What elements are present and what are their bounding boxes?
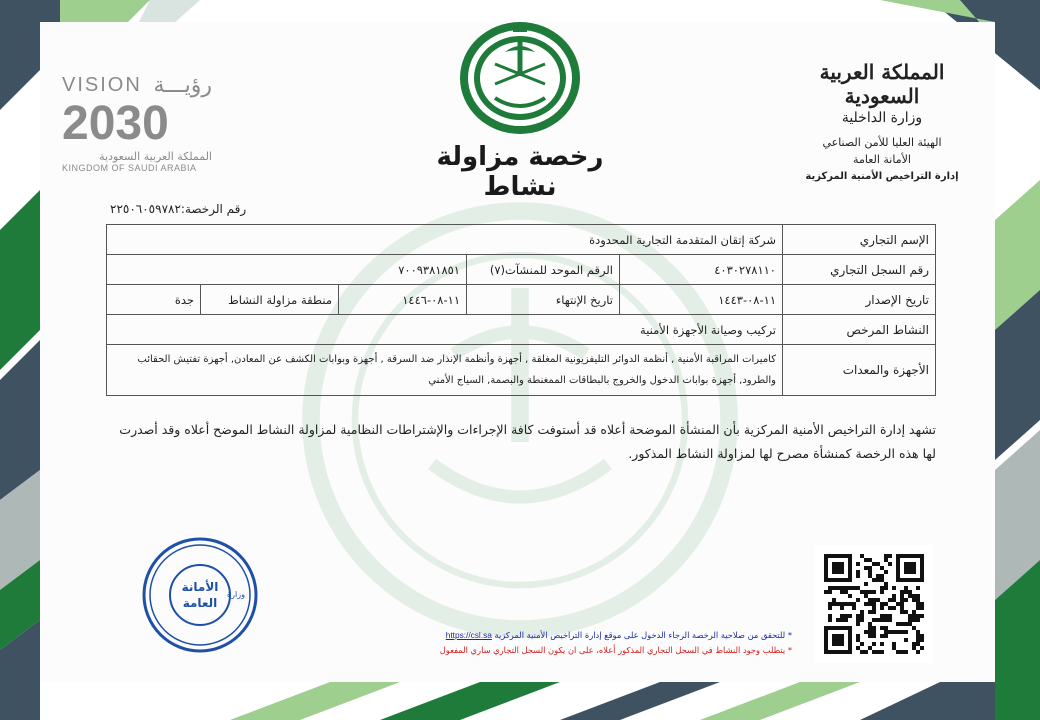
authority-name: الهيئة العليا للأمن الصناعي — [822, 136, 942, 149]
secretariat-name: الأمانة العامة — [853, 153, 911, 166]
seal-center-line1: الأمانة — [181, 580, 219, 594]
department-name: إدارة التراخيص الأمنية المركزية — [805, 171, 959, 182]
equipment-value: كاميرات المراقبة الأمنية , أنظمة الدوائر التليفزيونية المغلقة , أجهزة وأنظمة الإنذار ضد السرقة , أجهزة وبوابات الكشف عن المعادن, أجهزة تفتيش الحقائب والطرود, أجهزة بوابات الدخول والخروج بالبطاقات الممغنطة والبصمة, السياج الأمني — [107, 345, 783, 396]
expiry-date-label: تاريخ الإنتهاء — [467, 285, 620, 315]
vision-kingdom-ar: المملكة العربية السعودية — [99, 150, 212, 163]
ministry-emblem-icon — [455, 18, 585, 138]
table-row — [107, 285, 936, 315]
cr-label: رقم السجل التجاري — [783, 255, 936, 285]
license-number: رقم الرخصة:٢٢٥٠٦٠٥٩٧٨٢ — [110, 202, 247, 216]
expiry-date-value: ١١-٠٨-١٤٤٦ — [339, 285, 467, 315]
unified-number-value: ٧٠٠٩٣٨١٨٥١ — [107, 255, 467, 285]
issue-date-label: تاريخ الإصدار — [783, 285, 936, 315]
trade-name-value: شركة إتقان المتقدمة التجارية المحدودة — [107, 225, 783, 255]
zone-value: جدة — [107, 285, 201, 315]
unified-number-label: الرقم الموحد للمنشآت(٧) — [467, 255, 620, 285]
ministry-name: وزارة الداخلية — [841, 110, 923, 126]
cr-value: ٤٠٣٠٢٧٨١١٠ — [620, 255, 783, 285]
vision-en-text: VISION — [62, 73, 142, 96]
official-seal-icon — [140, 535, 260, 655]
verify-note-text: * للتحقق من صلاحية الرخصة الرجاء الدخول على موقع إدارة التراخيص الأمنية المركزية — [494, 630, 792, 640]
vision-ar-text: رؤيـــة — [153, 72, 212, 97]
document-title: رخصة مزاولة نشاط — [436, 142, 604, 202]
certification-statement: تشهد إدارة التراخيص الأمنية المركزية بأن المنشأة الموضحة أعلاه قد أستوفت كافة الإجراءات والإشتراطات النظامية لمزاولة النشاط الموضح أعلاه وقد أصدرت لها هذه الرخصة كمنشأة مصرح لها لمزاولة النشاط المذكور. — [119, 422, 936, 461]
table-row — [107, 345, 936, 396]
table-row — [107, 225, 936, 255]
seal-side-text: وزارة — [226, 590, 246, 599]
requirement-note: * يتطلب وجود النشاط في السجل التجاري المذكور أعلاه، على ان يكون السجل التجاري ساري المفعول — [439, 645, 792, 655]
vision-2030-logo — [62, 72, 212, 173]
verification-link[interactable]: https://csl.sa — [445, 630, 492, 640]
vision-year: 2030 — [62, 97, 169, 150]
ministry-header — [782, 60, 982, 186]
kingdom-name: المملكة العربية السعودية — [819, 60, 945, 108]
table-row — [107, 315, 936, 345]
activity-label: النشاط المرخص — [783, 315, 936, 345]
table-row — [107, 255, 936, 285]
equipment-label: الأجهزة والمعدات — [783, 345, 936, 396]
issue-date-value: ١١-٠٨-١٤٤٣ — [620, 285, 783, 315]
qr-code[interactable] — [815, 545, 933, 663]
trade-name-label: الإسم التجاري — [783, 225, 936, 255]
seal-center-line2: العامة — [182, 596, 218, 610]
footer-notes — [360, 628, 792, 658]
activity-value: تركيب وصيانة الأجهزة الأمنية — [107, 315, 783, 345]
zone-label: منطقة مزاولة النشاط — [201, 285, 339, 315]
license-info-table — [106, 224, 936, 396]
vision-kingdom-en: KINGDOM OF SAUDI ARABIA — [62, 163, 197, 173]
verify-note — [360, 628, 792, 643]
